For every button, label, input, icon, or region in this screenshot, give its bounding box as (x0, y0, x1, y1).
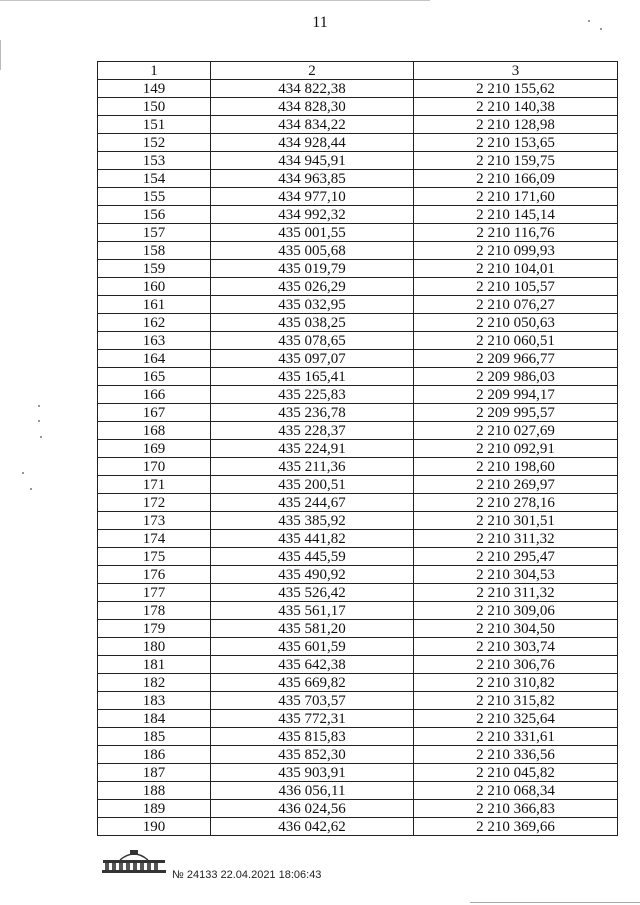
cell-coordinate-y: 2 210 159,75 (414, 152, 618, 170)
table-row (98, 386, 618, 404)
cell-coordinate-y: 2 210 171,60 (414, 188, 618, 206)
table-row (98, 512, 618, 530)
cell-point-number: 159 (98, 260, 211, 278)
cell-coordinate-x: 435 642,38 (211, 656, 414, 674)
cell-coordinate-y: 2 210 153,65 (414, 134, 618, 152)
cell-point-number: 161 (98, 296, 211, 314)
cell-point-number: 186 (98, 746, 211, 764)
cell-coordinate-x: 435 200,51 (211, 476, 414, 494)
cell-coordinate-x: 435 601,59 (211, 638, 414, 656)
cell-coordinate-x: 435 526,42 (211, 584, 414, 602)
cell-coordinate-x: 436 042,62 (211, 818, 414, 836)
cell-point-number: 150 (98, 98, 211, 116)
cell-coordinate-x: 435 225,83 (211, 386, 414, 404)
table-row (98, 800, 618, 818)
document-registration-stamp-text: № 24133 22.04.2021 18:06:43 (172, 869, 322, 881)
page-number: 11 (312, 14, 328, 31)
cell-point-number: 183 (98, 692, 211, 710)
cell-point-number: 181 (98, 656, 211, 674)
scan-speck (40, 436, 42, 438)
cell-point-number: 154 (98, 170, 211, 188)
cell-point-number: 156 (98, 206, 211, 224)
cell-point-number: 152 (98, 134, 211, 152)
cell-point-number: 164 (98, 350, 211, 368)
cell-coordinate-x: 435 815,83 (211, 728, 414, 746)
table-row (98, 440, 618, 458)
scan-edge-mark-left (0, 40, 1, 70)
cell-coordinate-x: 435 772,31 (211, 710, 414, 728)
scan-speck (22, 472, 24, 474)
table-row (98, 206, 618, 224)
table-row (98, 368, 618, 386)
cell-coordinate-y: 2 210 155,62 (414, 80, 618, 98)
cell-coordinate-x: 436 024,56 (211, 800, 414, 818)
cell-point-number: 185 (98, 728, 211, 746)
cell-point-number: 167 (98, 404, 211, 422)
table-row (98, 314, 618, 332)
cell-coordinate-y: 2 210 060,51 (414, 332, 618, 350)
table-row (98, 152, 618, 170)
cell-point-number: 184 (98, 710, 211, 728)
cell-point-number: 153 (98, 152, 211, 170)
cell-coordinate-x: 435 224,91 (211, 440, 414, 458)
column-header-y: 3 (414, 62, 618, 80)
cell-coordinate-y: 2 209 994,17 (414, 386, 618, 404)
table-row (98, 566, 618, 584)
cell-coordinate-y: 2 210 301,51 (414, 512, 618, 530)
table-body (98, 80, 618, 836)
table-row (98, 764, 618, 782)
cell-coordinate-x: 435 078,65 (211, 332, 414, 350)
table-row (98, 458, 618, 476)
cell-coordinate-y: 2 210 166,09 (414, 170, 618, 188)
table-row (98, 404, 618, 422)
cell-coordinate-x: 434 828,30 (211, 98, 414, 116)
cell-point-number: 162 (98, 314, 211, 332)
cell-coordinate-x: 436 056,11 (211, 782, 414, 800)
table-row (98, 728, 618, 746)
cell-coordinate-x: 435 026,29 (211, 278, 414, 296)
table-row (98, 494, 618, 512)
cell-point-number: 190 (98, 818, 211, 836)
table-row (98, 422, 618, 440)
table-row (98, 638, 618, 656)
cell-coordinate-x: 435 165,41 (211, 368, 414, 386)
cell-point-number: 170 (98, 458, 211, 476)
cell-coordinate-x: 435 561,17 (211, 602, 414, 620)
table-row (98, 278, 618, 296)
cell-point-number: 172 (98, 494, 211, 512)
table-header-row (98, 62, 618, 80)
cell-point-number: 176 (98, 566, 211, 584)
cell-point-number: 178 (98, 602, 211, 620)
cell-point-number: 187 (98, 764, 211, 782)
cell-coordinate-y: 2 210 295,47 (414, 548, 618, 566)
cell-coordinate-x: 435 001,55 (211, 224, 414, 242)
cell-coordinate-y: 2 210 336,56 (414, 746, 618, 764)
cell-coordinate-y: 2 210 331,61 (414, 728, 618, 746)
table-row (98, 602, 618, 620)
cell-point-number: 177 (98, 584, 211, 602)
cell-point-number: 173 (98, 512, 211, 530)
cell-coordinate-x: 434 992,32 (211, 206, 414, 224)
table-row (98, 296, 618, 314)
cell-coordinate-y: 2 210 303,74 (414, 638, 618, 656)
cell-point-number: 158 (98, 242, 211, 260)
cell-point-number: 182 (98, 674, 211, 692)
cell-coordinate-x: 435 852,30 (211, 746, 414, 764)
cell-point-number: 171 (98, 476, 211, 494)
cell-point-number: 168 (98, 422, 211, 440)
table-row (98, 584, 618, 602)
cell-point-number: 169 (98, 440, 211, 458)
cell-coordinate-y: 2 209 986,03 (414, 368, 618, 386)
cell-coordinate-y: 2 210 315,82 (414, 692, 618, 710)
table-row (98, 674, 618, 692)
table-row (98, 170, 618, 188)
cell-point-number: 188 (98, 782, 211, 800)
table-row (98, 188, 618, 206)
cell-point-number: 175 (98, 548, 211, 566)
cell-coordinate-y: 2 210 278,16 (414, 494, 618, 512)
cell-coordinate-y: 2 209 966,77 (414, 350, 618, 368)
cell-coordinate-y: 2 210 325,64 (414, 710, 618, 728)
table-row (98, 656, 618, 674)
cell-coordinate-y: 2 210 104,01 (414, 260, 618, 278)
cell-coordinate-x: 434 822,38 (211, 80, 414, 98)
cell-point-number: 189 (98, 800, 211, 818)
cell-coordinate-x: 435 032,95 (211, 296, 414, 314)
cell-coordinate-y: 2 210 092,91 (414, 440, 618, 458)
table-row (98, 260, 618, 278)
table-row (98, 80, 618, 98)
table-row (98, 242, 618, 260)
cell-coordinate-x: 434 834,22 (211, 116, 414, 134)
cell-coordinate-x: 435 236,78 (211, 404, 414, 422)
cell-point-number: 165 (98, 368, 211, 386)
scan-speck (38, 420, 40, 422)
cell-point-number: 149 (98, 80, 211, 98)
cell-coordinate-y: 2 210 050,63 (414, 314, 618, 332)
cell-coordinate-y: 2 210 366,83 (414, 800, 618, 818)
cell-coordinate-y: 2 210 304,53 (414, 566, 618, 584)
table-row (98, 332, 618, 350)
cell-coordinate-x: 435 581,20 (211, 620, 414, 638)
cell-point-number: 155 (98, 188, 211, 206)
scan-edge-mark-top (0, 0, 430, 1)
cell-point-number: 163 (98, 332, 211, 350)
cell-coordinate-y: 2 210 269,97 (414, 476, 618, 494)
table-row (98, 116, 618, 134)
cell-coordinate-y: 2 210 045,82 (414, 764, 618, 782)
table-row (98, 530, 618, 548)
cell-coordinate-y: 2 210 145,14 (414, 206, 618, 224)
table-row (98, 134, 618, 152)
cell-coordinate-x: 435 228,37 (211, 422, 414, 440)
scan-speck (30, 488, 32, 490)
cell-coordinate-y: 2 210 369,66 (414, 818, 618, 836)
cell-coordinate-x: 435 385,92 (211, 512, 414, 530)
cell-coordinate-y: 2 210 310,82 (414, 674, 618, 692)
cell-point-number: 174 (98, 530, 211, 548)
cell-coordinate-y: 2 210 128,98 (414, 116, 618, 134)
scan-edge-mark-bottom (470, 902, 640, 903)
cell-coordinate-y: 2 210 306,76 (414, 656, 618, 674)
cell-coordinate-x: 435 490,92 (211, 566, 414, 584)
table-row (98, 692, 618, 710)
government-building-stamp-icon (100, 846, 168, 874)
table-row (98, 548, 618, 566)
table-row (98, 710, 618, 728)
table-row (98, 224, 618, 242)
cell-coordinate-x: 434 945,91 (211, 152, 414, 170)
table-row (98, 620, 618, 638)
cell-point-number: 157 (98, 224, 211, 242)
cell-point-number: 179 (98, 620, 211, 638)
cell-coordinate-x: 435 244,67 (211, 494, 414, 512)
cell-coordinate-y: 2 210 027,69 (414, 422, 618, 440)
cell-coordinate-x: 434 977,10 (211, 188, 414, 206)
table-row (98, 98, 618, 116)
column-header-x: 2 (211, 62, 414, 80)
cell-coordinate-y: 2 210 105,57 (414, 278, 618, 296)
cell-coordinate-x: 435 019,79 (211, 260, 414, 278)
coordinates-table (97, 61, 618, 836)
table-row (98, 782, 618, 800)
table-row (98, 350, 618, 368)
cell-coordinate-y: 2 210 076,27 (414, 296, 618, 314)
cell-coordinate-x: 435 038,25 (211, 314, 414, 332)
cell-coordinate-y: 2 210 304,50 (414, 620, 618, 638)
cell-point-number: 180 (98, 638, 211, 656)
cell-coordinate-y: 2 210 116,76 (414, 224, 618, 242)
cell-coordinate-y: 2 210 311,32 (414, 530, 618, 548)
table-row (98, 746, 618, 764)
cell-point-number: 166 (98, 386, 211, 404)
cell-coordinate-y: 2 210 198,60 (414, 458, 618, 476)
cell-coordinate-x: 434 928,44 (211, 134, 414, 152)
cell-coordinate-x: 434 963,85 (211, 170, 414, 188)
cell-coordinate-y: 2 210 311,32 (414, 584, 618, 602)
table-row (98, 818, 618, 836)
scan-speck (38, 405, 40, 407)
cell-coordinate-y: 2 210 068,34 (414, 782, 618, 800)
cell-coordinate-x: 435 703,57 (211, 692, 414, 710)
cell-coordinate-y: 2 210 140,38 (414, 98, 618, 116)
cell-point-number: 160 (98, 278, 211, 296)
cell-coordinate-y: 2 210 099,93 (414, 242, 618, 260)
column-header-point-number: 1 (98, 62, 211, 80)
table-row (98, 476, 618, 494)
cell-coordinate-x: 435 441,82 (211, 530, 414, 548)
cell-coordinate-x: 435 445,59 (211, 548, 414, 566)
cell-coordinate-x: 435 211,36 (211, 458, 414, 476)
cell-coordinate-x: 435 005,68 (211, 242, 414, 260)
cell-coordinate-y: 2 209 995,57 (414, 404, 618, 422)
cell-coordinate-x: 435 903,91 (211, 764, 414, 782)
cell-coordinate-x: 435 669,82 (211, 674, 414, 692)
cell-point-number: 151 (98, 116, 211, 134)
cell-coordinate-y: 2 210 309,06 (414, 602, 618, 620)
cell-coordinate-x: 435 097,07 (211, 350, 414, 368)
